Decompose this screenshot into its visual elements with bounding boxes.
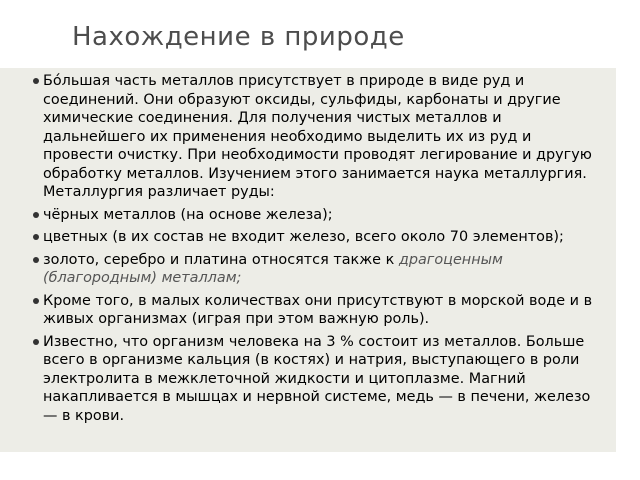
item-text: чёрных металлов (на основе железа);	[43, 206, 333, 223]
bullet-icon	[33, 212, 39, 218]
list-item	[0, 333, 616, 426]
bullet-icon	[33, 298, 39, 304]
bullet-icon	[33, 257, 39, 263]
list-item	[0, 206, 616, 225]
content-panel	[0, 68, 616, 452]
list-item	[0, 72, 616, 202]
list-item	[0, 292, 616, 329]
list-item	[0, 228, 616, 247]
item-text: Известно, что организм человека на 3 % состоит из металлов. Больше всего в организме кальция (в костях) и натрия, выступающего в роли электролита в межклеточной жидкости и цитоплазме. Магний накапливается в мышцах и нервной системе, медь — в печени, железо — в крови.	[43, 333, 591, 424]
bullet-icon	[33, 234, 39, 240]
item-text: золото, серебро и платина относятся также к	[43, 251, 399, 268]
bullet-icon	[33, 339, 39, 345]
bullet-icon	[33, 78, 39, 84]
item-text: Кроме того, в малых количествах они присутствуют в морской воде и в живых организмах (играя при этом важную роль).	[43, 292, 593, 327]
slide-title: Нахождение в природе	[72, 22, 405, 52]
item-italic-text: драгоценным (благородным) металлам;	[43, 251, 503, 286]
item-text: цветных (в их состав не входит железо, всего около 70 элементов);	[43, 229, 564, 245]
bullet-list	[0, 68, 616, 425]
list-item	[0, 251, 616, 288]
item-text: Бóльшая часть металлов присутствует в природе в виде руд и соединений. Они образуют оксиды, сульфиды, карбонаты и другие химические соединения. Для получения чистых металлов и дальнейшего их применения необходимо выделить их из руд и провести очистку. При необходимости проводят легирование и другую обработку металлов. Изучением этого занимается наука металлургия. Металлургия различает руды:	[43, 73, 592, 200]
